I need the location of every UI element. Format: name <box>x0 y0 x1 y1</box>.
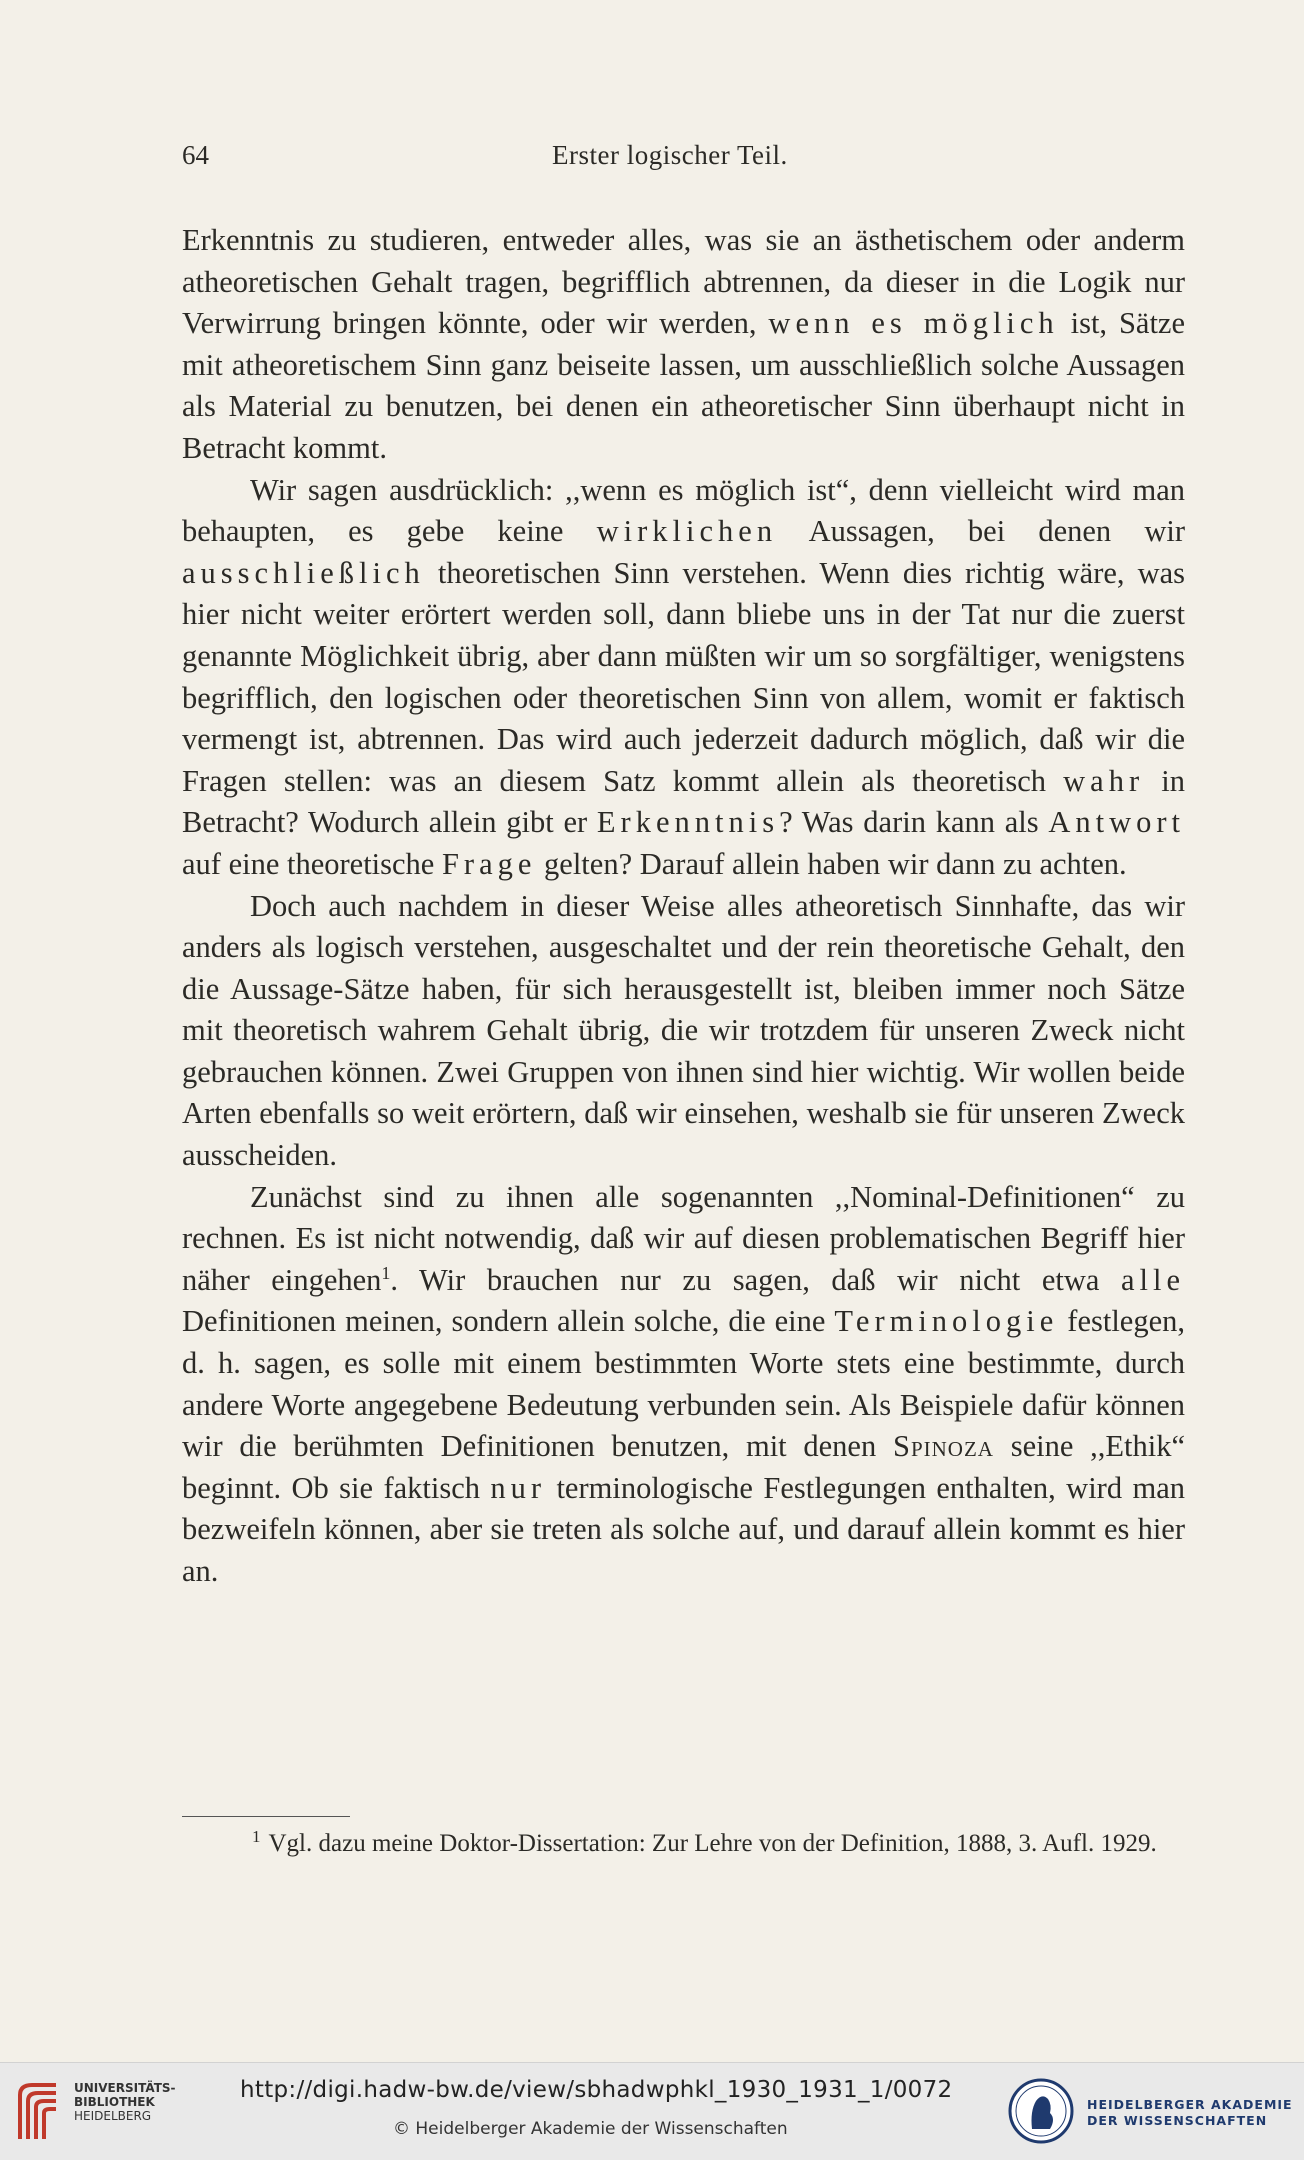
paragraph-4 <box>182 1177 1185 1593</box>
footnote-ref: 1 <box>381 1262 391 1283</box>
p4-e: seine ,,Ethik“ beginnt. Ob sie faktisch <box>182 1429 1186 1505</box>
copyright-notice: © Heidelberger Akademie der Wissenschaften <box>393 2119 788 2139</box>
page-body <box>182 220 1185 1593</box>
hawk-line-1: HEIDELBERGER AKADEMIE <box>1087 2097 1293 2112</box>
footer-bar <box>0 2062 1304 2160</box>
p2-b: Aussagen, bei denen wir <box>808 514 1185 549</box>
hawk-label <box>1087 2097 1293 2129</box>
ub-heidelberg-label <box>74 2081 176 2123</box>
p2-sp4: Erkenntnis <box>596 805 780 840</box>
ub-heidelberg-logo-icon[interactable] <box>12 2081 62 2143</box>
source-url-link[interactable]: http://digi.hadw-bw.de/view/sbhadwphkl_1930_1931_1/0072 <box>240 2077 953 2103</box>
p2-d: in Betracht? Wodurch allein gibt er <box>182 763 1186 840</box>
p4-c: Definitionen meinen, sondern allein solche, die eine <box>182 1304 826 1339</box>
paragraph-2 <box>182 470 1185 886</box>
p2-g: gelten? Darauf allein haben wir dann zu achten. <box>544 846 1127 881</box>
hawk-line-2: DER WISSENSCHAFTEN <box>1087 2113 1268 2128</box>
hawk-seal-icon[interactable] <box>1006 2075 1076 2147</box>
p4-smallcaps-name: Spinoza <box>892 1429 994 1464</box>
p2-f: auf eine theoretische <box>182 846 435 881</box>
p4-b: . Wir brauchen nur zu sagen, daß wir nicht etwa <box>390 1262 1100 1297</box>
p4-sp2: Terminologie <box>834 1304 1059 1339</box>
p4-f: terminologische Festlegungen enthalten, wird man bezweifeln können, aber sie treten als solche auf, und darauf allein kommt es hier an. <box>182 1470 1185 1588</box>
footnote-number: 1 <box>252 1826 261 1846</box>
ub-line-3: HEIDELBERG <box>74 2109 152 2123</box>
p2-sp6: Frage <box>441 846 537 881</box>
p4-d: festlegen, d. h. sagen, es solle mit einem bestimmten Worte stets eine bestimmte, durch andere Worte angegebene Bedeutung verbunden sein. Als Beispiele dafür können wir die berühmten Definitionen benutzen, mit denen <box>182 1304 1186 1464</box>
p1-text: Erkenntnis zu studieren, entweder alles, was sie an ästhetischem oder anderm atheoretischen Gehalt tragen, begrifflich abtrennen, da dieser in die Logik nur Verwirrung bringen könnte, oder wir werden, <box>182 223 1185 341</box>
p2-e: ? Was darin kann als <box>779 805 1039 840</box>
p2-a: Wir sagen ausdrücklich: ,,wenn es möglich ist“, denn vielleicht wird man behaupten, es gebe keine <box>182 472 1185 549</box>
ub-line-2: BIBLIOTHEK <box>74 2095 155 2109</box>
ub-line-1: UNIVERSITÄTS- <box>74 2081 176 2095</box>
paragraph-1 <box>182 220 1185 470</box>
page-header <box>182 140 1185 180</box>
p4-sp1: alle <box>1120 1262 1185 1297</box>
footnote-text: Vgl. dazu meine Doktor-Dissertation: Zur Lehre von der Definition, 1888, 3. Aufl. 1929. <box>268 1830 1157 1857</box>
p2-sp5: Antwort <box>1048 805 1186 840</box>
p4-a: Zunächst sind zu ihnen alle sogenannten ,,Nominal-Definitionen“ zu rechnen. Es ist nicht notwendig, daß wir auf diesen problematischen Begriff hier näher eingehen <box>182 1179 1185 1297</box>
p1-spaced: wenn es möglich <box>768 306 1059 341</box>
p4-sp3: nur <box>490 1470 547 1505</box>
p2-sp3: wahr <box>1063 763 1145 798</box>
p1-end: ist, Sätze mit atheoretischem Sinn ganz beiseite lassen, um ausschließlich solche Aussagen als Material zu benutzen, bei denen ein atheoretischer Sinn überhaupt nicht in Betracht kommt. <box>182 306 1186 465</box>
p2-c: theoretischen Sinn verstehen. Wenn dies richtig wäre, was hier nicht weiter erörtert werden soll, dann bliebe uns in der Tat nur die zuerst genannte Möglichkeit übrig, aber dann müßten wir um so sorgfältiger, wenigstens begrifflich, den logischen oder theoretischen Sinn von allem, womit er faktisch vermengt ist, abtrennen. Das wird auch jederzeit dadurch möglich, daß wir die Fragen stellen: was an diesem Satz kommt allein als theoretisch <box>182 555 1186 798</box>
footnote <box>182 1826 1185 1862</box>
paragraph-3: Doch auch nachdem in dieser Weise alles atheoretisch Sinnhafte, das wir anders als logisch verstehen, ausgeschaltet und der rein theoretische Gehalt, den die Aussage-Sätze haben, für sich herausgestellt ist, bleiben immer noch Sätze mit theoretisch wahrem Gehalt übrig, die wir trotzdem für unseren Zweck nicht gebrauchen können. Zwei Gruppen von ihnen sind hier wichtig. Wir wollen beide Arten ebenfalls so weit erörtern, daß wir einsehen, weshalb sie für unseren Zweck ausscheiden. <box>182 888 1185 1173</box>
page-number: 64 <box>182 140 209 170</box>
running-title: Erster logischer Teil. <box>552 140 788 170</box>
footnote-rule <box>182 1816 350 1817</box>
p2-sp2: ausschließlich <box>182 555 425 590</box>
p2-sp1: wirklichen <box>596 514 778 549</box>
